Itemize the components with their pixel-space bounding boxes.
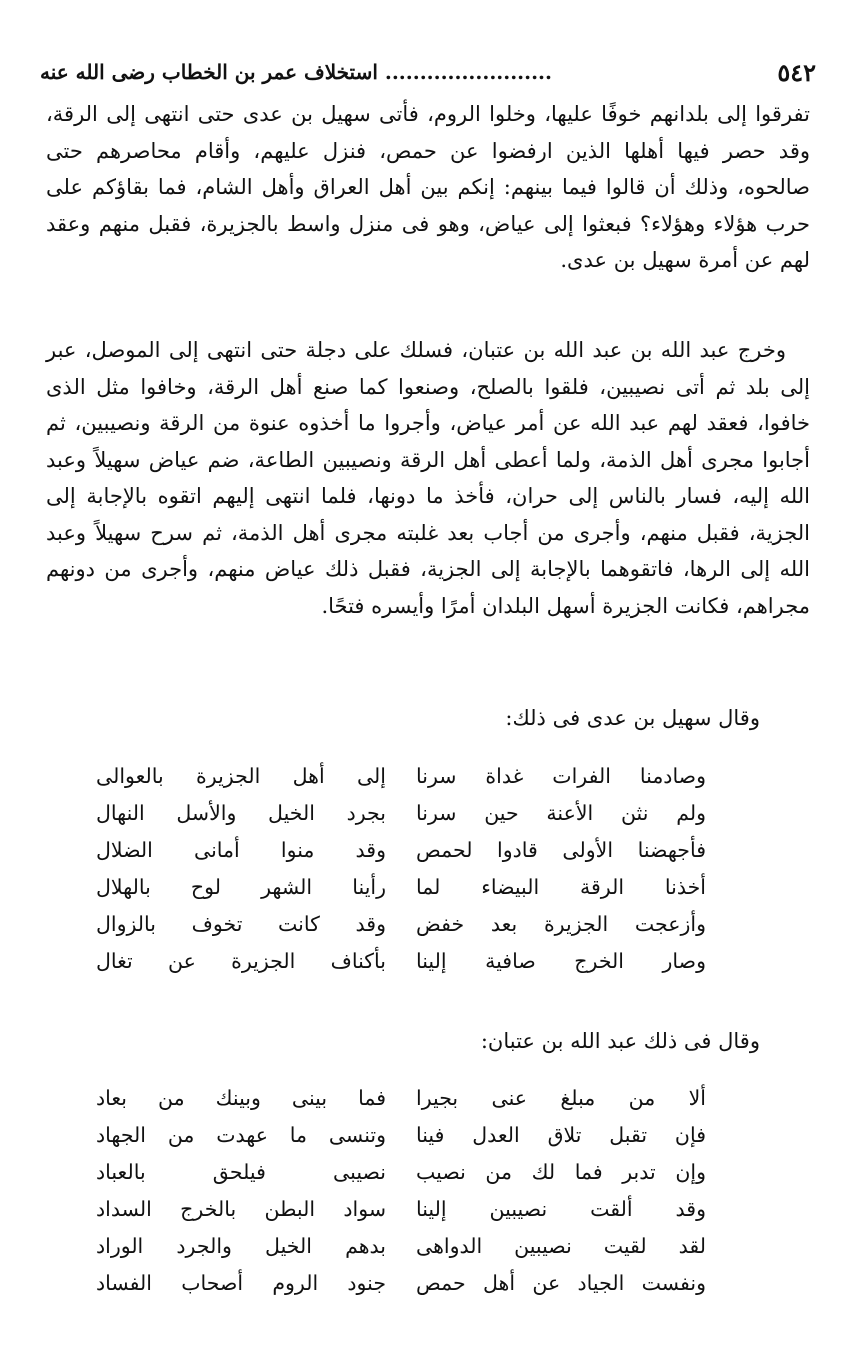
paragraph-text: وخرج عبد الله بن عبد الله بن عتبان، فسلك على دجلة حتى انتهى إلى الموصل، عبر إلى بلد ثم أتى نصيبين، فلقوا بالصلح، وصنعوا كما صنع أهل الرقة، وخافوا مثل الذى خافوا، فعقد لهم عبد الله عن أمر عياض، وأجروا ما أخذوه عنوة من الرقة ونصيبين، ثم أجابوا مجرى أهل الذمة، ولما أعطى أهل الرقة ونصيبين الطاعة، ضم عياض سهيلاً وعبد الله إليه، فسار بالناس إلى حران، فأخذ ما دونها، فلما انتهى إليهم اتقوه بالإجابة إلى الجزية، فقبل منهم، وأجرى من أجاب بعد غلبته مجرى أهل الذمة، ثم سرح سهيلاً وعبد الله إلى الرها، فاتقوهما بالإجابة إلى الجزية، فقبل ذلك عياض منهم، وأجرى من دونهم مجراهم، فكانت الجزيرة أسهل البلدان أمرًا وأيسره فتحًا. <box>46 338 810 618</box>
paragraph-text: تفرقوا إلى بلدانهم خوفًا عليها، وخلوا الروم، فأتى سهيل بن عدى حتى انتهى إلى الرقة، وقد حصر فيها أهلها الذين ارفضوا عن حمص، فنزل عليهم، وأقام محاصرهم حتى صالحوه، وذلك أن قالوا فيما بينهم: إنكم بين أهل العراق وأهل الشام، فما بقاؤكم على حرب هؤلاء وهؤلاء؟ فبعثوا إلى عياض، وهو فى منزل واسط بالجزيرة، فقبل منهم وعقد لهم عن أمرة سهيل بن عدى. <box>46 102 810 272</box>
verse-second-hemistich: بدهم الخيل والجرد الوراد <box>96 1234 386 1258</box>
running-header <box>40 54 816 90</box>
verse <box>96 1117 706 1154</box>
verse-second-hemistich: فما بينى وبينك من بعاد <box>96 1086 386 1110</box>
verse-first-hemistich: وإن تدبر فما لك من نصيب <box>416 1160 706 1184</box>
verse <box>96 758 706 795</box>
poem-1-intro: وقال سهيل بن عدى فى ذلك: <box>505 706 760 730</box>
verse-first-hemistich: وقد ألقت نصيبين إلينا <box>416 1197 706 1221</box>
verse <box>96 1080 706 1117</box>
verse <box>96 832 706 869</box>
verse <box>96 943 706 980</box>
page-number: ٥٤٢ <box>777 57 816 87</box>
verse-second-hemistich: وقد كانت تخوف بالزوال <box>96 912 386 936</box>
verse <box>96 1191 706 1228</box>
verse <box>96 795 706 832</box>
verse-second-hemistich: وقد منوا أمانى الضلال <box>96 838 386 862</box>
verse-second-hemistich: بأكناف الجزيرة عن تغال <box>96 949 386 973</box>
poem-2 <box>96 1080 706 1302</box>
verse-second-hemistich: بجرد الخيل والأسل النهال <box>96 801 386 825</box>
paragraph-1 <box>46 96 810 279</box>
verse-first-hemistich: وصار الخرج صافية إلينا <box>416 949 706 973</box>
verse-second-hemistich: جنود الروم أصحاب الفساد <box>96 1271 386 1295</box>
verse-second-hemistich: رأينا الشهر لوح بالهلال <box>96 875 386 899</box>
verse-first-hemistich: فإن تقبل تلاق العدل فينا <box>416 1123 706 1147</box>
verse-first-hemistich: ولم نثن الأعنة حين سرنا <box>416 801 706 825</box>
verse <box>96 869 706 906</box>
verse-first-hemistich: ألا من مبلغ عنى بجيرا <box>416 1086 706 1110</box>
poem-1 <box>96 758 706 980</box>
verse-first-hemistich: فأجهضنا الأولى قادوا لحمص <box>416 838 706 862</box>
verse-first-hemistich: وصادمنا الفرات غداة سرنا <box>416 764 706 788</box>
verse-second-hemistich: نصيبى فيلحق بالعباد <box>96 1160 386 1184</box>
verse <box>96 1154 706 1191</box>
verse-first-hemistich: وأزعجت الجزيرة بعد خفض <box>416 912 706 936</box>
verse-first-hemistich: ونفست الجياد عن أهل حمص <box>416 1271 706 1295</box>
verse-first-hemistich: لقد لقيت نصيبين الدواهى <box>416 1234 706 1258</box>
verse <box>96 1228 706 1265</box>
paragraph-2 <box>46 332 810 624</box>
verse-first-hemistich: أخذنا الرقة البيضاء لما <box>416 875 706 899</box>
running-title: ........................ استخلاف عمر بن الخطاب رضى الله عنه <box>40 60 552 84</box>
verse-second-hemistich: وتنسى ما عهدت من الجهاد <box>96 1123 386 1147</box>
verse <box>96 906 706 943</box>
verse-second-hemistich: سواد البطن بالخرج السداد <box>96 1197 386 1221</box>
verse-second-hemistich: إلى أهل الجزيرة بالعوالى <box>96 764 386 788</box>
verse <box>96 1265 706 1302</box>
poem-2-intro: وقال فى ذلك عبد الله بن عتبان: <box>480 1029 760 1053</box>
